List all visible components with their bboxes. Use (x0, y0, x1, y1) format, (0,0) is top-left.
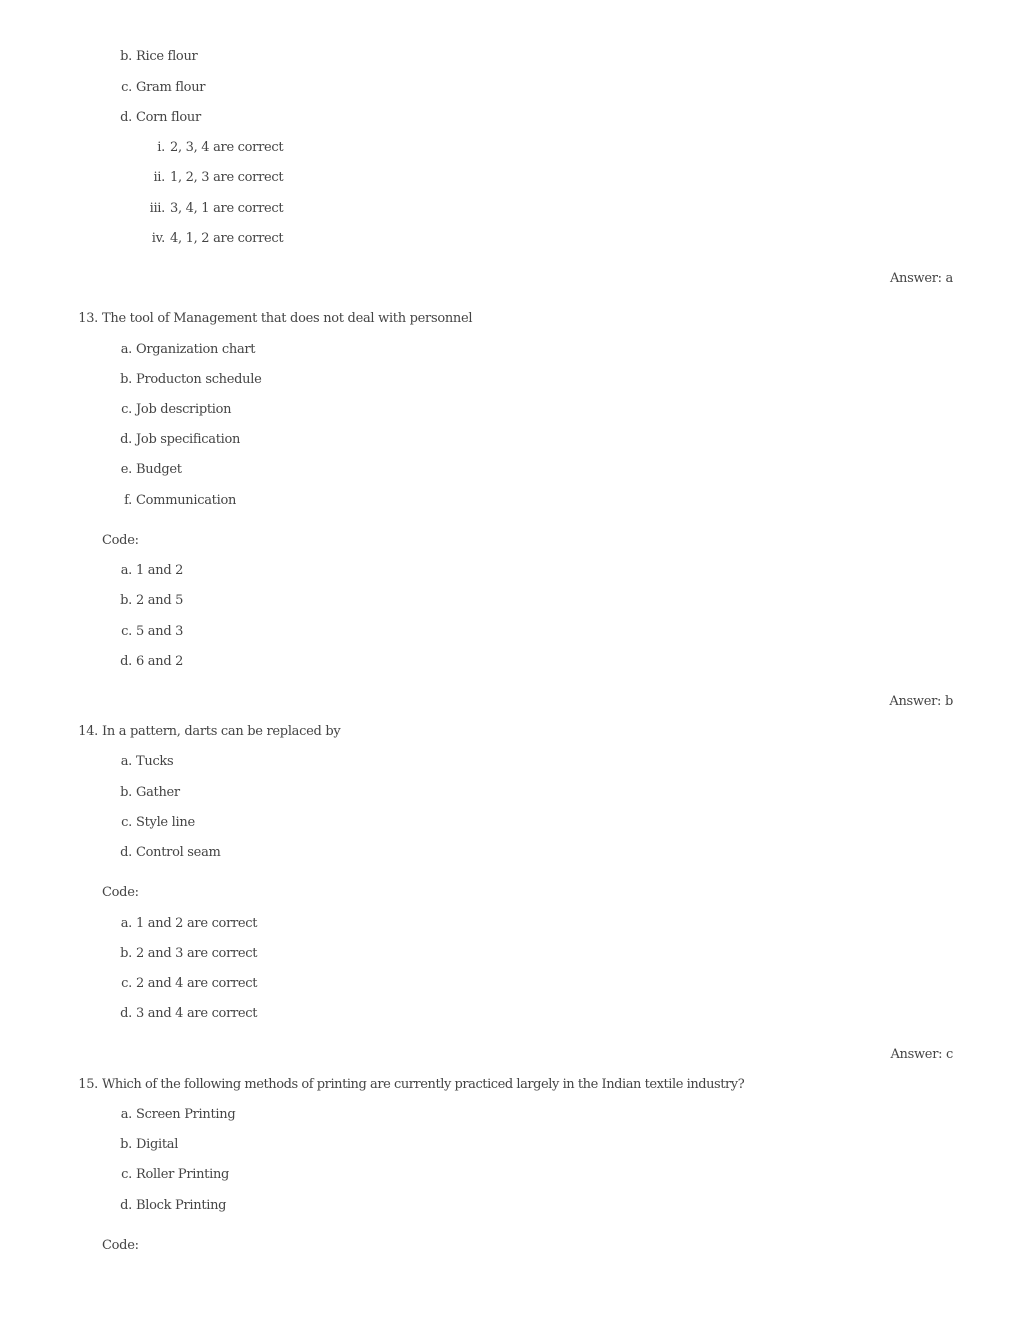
option-text: Job description (136, 402, 232, 417)
option-text: Tucks (136, 754, 174, 769)
code-marker: c. (121, 976, 132, 991)
code-marker: d. (120, 654, 132, 669)
option-marker: a. (120, 342, 132, 357)
code-marker: d. (120, 1006, 132, 1021)
code-text: 5 and 3 (136, 624, 184, 639)
option-marker: a. (120, 1107, 132, 1122)
code-marker: iv. (151, 231, 165, 246)
code-text: 1, 2, 3 are correct (170, 170, 284, 185)
option-marker: f. (124, 493, 132, 508)
option-text: Screen Printing (136, 1107, 236, 1122)
option-text: Control seam (136, 845, 221, 860)
option-marker: a. (120, 754, 132, 769)
code-label: Code: (102, 533, 139, 548)
code-marker: c. (121, 624, 132, 639)
code-text: 6 and 2 (136, 654, 184, 669)
option-text: Producton schedule (136, 372, 262, 387)
option-marker: d. (120, 845, 132, 860)
option-text: Gather (136, 785, 180, 800)
code-marker: a. (120, 563, 132, 578)
option-text: Block Printing (136, 1198, 227, 1213)
question-number: 14. (78, 724, 98, 739)
code-text: 2, 3, 4 are correct (170, 140, 284, 155)
option-marker: d. (120, 1198, 132, 1213)
option-marker: d. (120, 110, 132, 125)
code-text: 4, 1, 2 are correct (170, 231, 284, 246)
option-marker: c. (121, 402, 132, 417)
code-text: 2 and 5 (136, 593, 184, 608)
option-text: Budget (136, 462, 182, 477)
question-text: The tool of Management that does not deal with personnel (102, 311, 473, 326)
option-marker: d. (120, 432, 132, 447)
question-number: 15. (78, 1077, 98, 1092)
option-marker: b. (120, 372, 132, 387)
code-text: 2 and 3 are correct (136, 946, 258, 961)
option-text: Digital (136, 1137, 179, 1152)
code-text: 2 and 4 are correct (136, 976, 258, 991)
option-marker: c. (121, 80, 132, 95)
option-text: Communication (136, 493, 237, 508)
code-label: Code: (102, 1238, 139, 1253)
option-text: Organization chart (136, 342, 256, 357)
option-text: Style line (136, 815, 195, 830)
option-marker: b. (120, 785, 132, 800)
code-text: 1 and 2 are correct (136, 916, 258, 931)
code-label: Code: (102, 885, 139, 900)
question-number: 13. (78, 311, 98, 326)
option-text: Corn flour (136, 110, 201, 125)
code-marker: iii. (149, 201, 165, 216)
answer-label: Answer: b (889, 694, 953, 709)
code-marker: b. (120, 946, 132, 961)
option-marker: b. (120, 49, 132, 64)
code-marker: b. (120, 593, 132, 608)
question-text: Which of the following methods of printing are currently practiced largely in the Indian textile industry? (102, 1077, 745, 1092)
option-text: Roller Printing (136, 1167, 230, 1182)
option-marker: c. (121, 815, 132, 830)
option-marker: b. (120, 1137, 132, 1152)
code-marker: ii. (153, 170, 165, 185)
code-marker: a. (120, 916, 132, 931)
option-marker: e. (120, 462, 132, 477)
option-marker: c. (121, 1167, 132, 1182)
question-text: In a pattern, darts can be replaced by (102, 724, 341, 739)
answer-label: Answer: a (889, 271, 953, 286)
code-text: 1 and 2 (136, 563, 184, 578)
code-marker: i. (157, 140, 165, 155)
code-text: 3, 4, 1 are correct (170, 201, 284, 216)
option-text: Gram flour (136, 80, 206, 95)
option-text: Rice flour (136, 49, 198, 64)
code-text: 3 and 4 are correct (136, 1006, 258, 1021)
answer-label: Answer: c (890, 1047, 953, 1062)
option-text: Job specification (136, 432, 241, 447)
